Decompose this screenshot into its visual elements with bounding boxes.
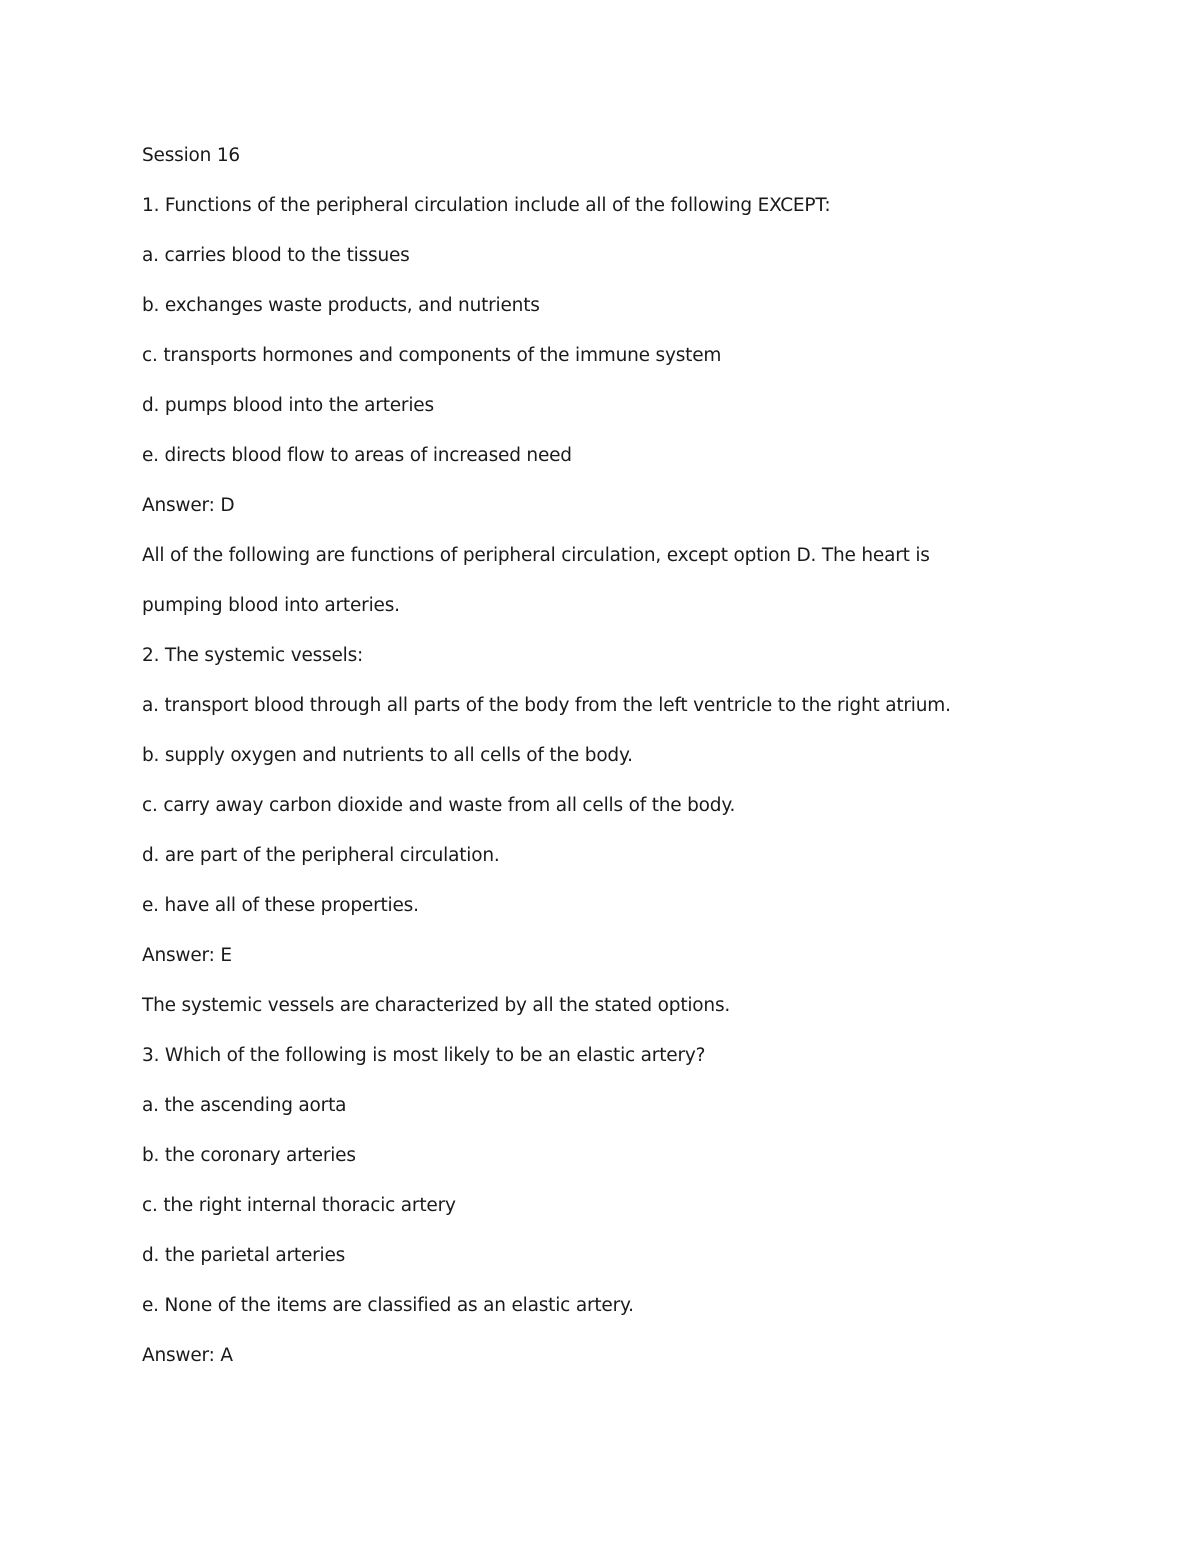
question-1-explanation-line-2: pumping blood into arteries.	[142, 595, 400, 616]
question-3-option-c: c. the right internal thoracic artery	[142, 1195, 456, 1216]
question-1-option-e: e. directs blood flow to areas of increased need	[142, 445, 572, 466]
question-1-explanation-line-1: All of the following are functions of peripheral circulation, except option D. The heart is	[142, 545, 930, 566]
question-2-explanation-line-1: The systemic vessels are characterized by all the stated options.	[142, 995, 731, 1016]
question-1-option-d: d. pumps blood into the arteries	[142, 395, 434, 416]
question-3-answer: Answer: A	[142, 1345, 233, 1366]
question-2-option-c: c. carry away carbon dioxide and waste from all cells of the body.	[142, 795, 736, 816]
question-1-prompt: 1. Functions of the peripheral circulation include all of the following EXCEPT:	[142, 195, 831, 216]
question-3-option-a: a. the ascending aorta	[142, 1095, 347, 1116]
question-1-answer: Answer: D	[142, 495, 235, 516]
question-3-option-e: e. None of the items are classified as an elastic artery.	[142, 1295, 634, 1316]
document-body	[142, 140, 1062, 1390]
question-1-option-a: a. carries blood to the tissues	[142, 245, 410, 266]
question-2-option-a: a. transport blood through all parts of the body from the left ventricle to the right atrium.	[142, 695, 951, 716]
question-3-prompt: 3. Which of the following is most likely to be an elastic artery?	[142, 1045, 706, 1066]
question-2-option-d: d. are part of the peripheral circulation.	[142, 845, 500, 866]
question-1-option-c: c. transports hormones and components of the immune system	[142, 345, 722, 366]
question-3-option-d: d. the parietal arteries	[142, 1245, 346, 1266]
question-1-option-b: b. exchanges waste products, and nutrients	[142, 295, 540, 316]
session-title: Session 16	[142, 145, 241, 166]
question-2-option-e: e. have all of these properties.	[142, 895, 419, 916]
question-3-option-b: b. the coronary arteries	[142, 1145, 356, 1166]
question-2-answer: Answer: E	[142, 945, 232, 966]
question-2-option-b: b. supply oxygen and nutrients to all cells of the body.	[142, 745, 633, 766]
question-2-prompt: 2. The systemic vessels:	[142, 645, 364, 666]
